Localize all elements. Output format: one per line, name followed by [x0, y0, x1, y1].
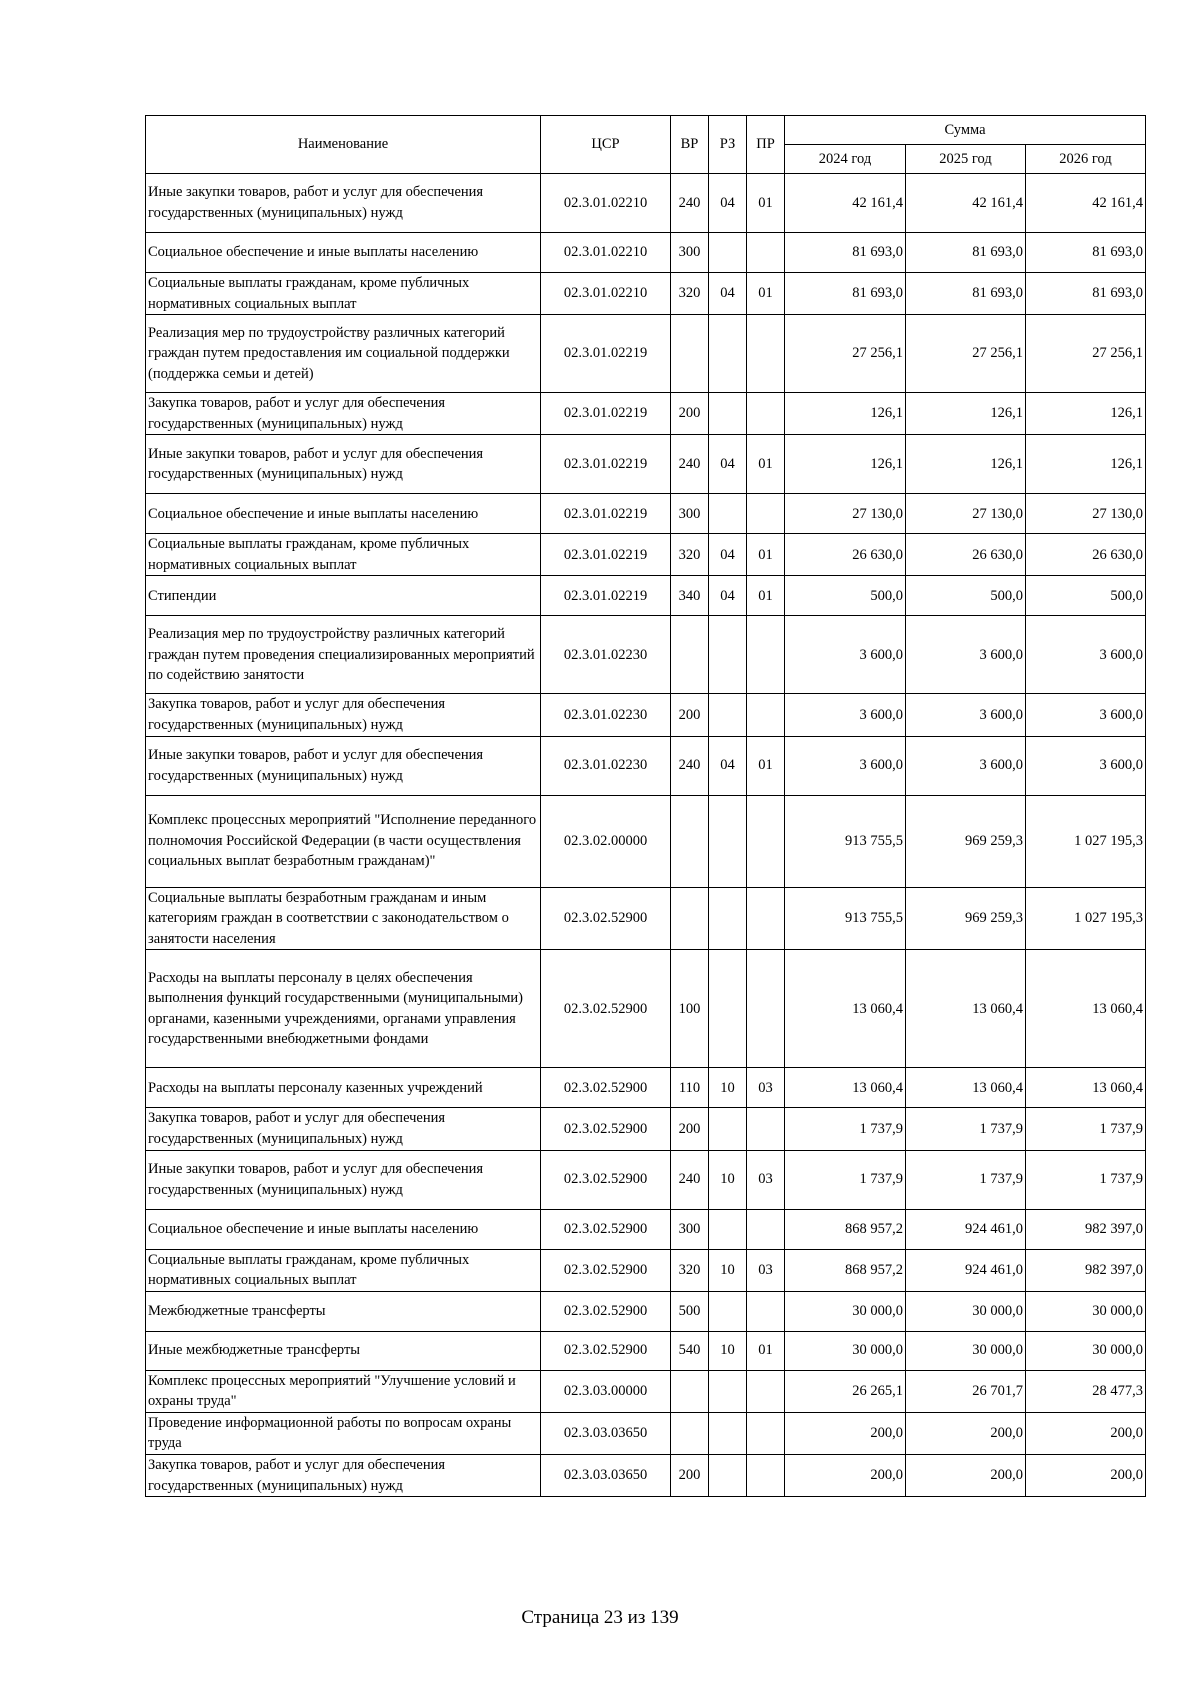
header-vr: ВР [671, 116, 709, 174]
cell-rz [709, 1291, 747, 1331]
cell-pr [747, 1108, 785, 1150]
cell-sum-2025: 27 256,1 [906, 315, 1026, 393]
cell-name: Закупка товаров, работ и услуг для обеспечения государственных (муниципальных) нужд [146, 1108, 541, 1150]
cell-csr: 02.3.01.02219 [541, 315, 671, 393]
cell-sum-2025: 200,0 [906, 1412, 1026, 1454]
cell-sum-2026: 200,0 [1026, 1454, 1146, 1496]
cell-sum-2026: 1 737,9 [1026, 1108, 1146, 1150]
cell-pr: 01 [747, 435, 785, 494]
cell-sum-2026: 3 600,0 [1026, 736, 1146, 795]
cell-name: Закупка товаров, работ и услуг для обеспечения государственных (муниципальных) нужд [146, 694, 541, 736]
cell-vr: 200 [671, 1108, 709, 1150]
table-row [146, 616, 1146, 694]
cell-csr: 02.3.02.52900 [541, 1150, 671, 1209]
cell-vr: 110 [671, 1068, 709, 1108]
cell-sum-2024: 13 060,4 [785, 1068, 906, 1108]
table-row [146, 494, 1146, 534]
cell-pr [747, 1412, 785, 1454]
cell-vr [671, 1370, 709, 1412]
cell-rz [709, 494, 747, 534]
cell-csr: 02.3.01.02219 [541, 534, 671, 576]
cell-pr: 01 [747, 736, 785, 795]
cell-csr: 02.3.01.02230 [541, 694, 671, 736]
cell-sum-2024: 913 755,5 [785, 887, 906, 950]
cell-sum-2026: 26 630,0 [1026, 534, 1146, 576]
cell-sum-2026: 28 477,3 [1026, 1370, 1146, 1412]
cell-vr [671, 616, 709, 694]
cell-rz: 10 [709, 1249, 747, 1291]
table-row [146, 1108, 1146, 1150]
cell-csr: 02.3.02.52900 [541, 950, 671, 1068]
cell-sum-2024: 500,0 [785, 576, 906, 616]
cell-sum-2025: 500,0 [906, 576, 1026, 616]
cell-sum-2024: 26 265,1 [785, 1370, 906, 1412]
cell-sum-2025: 3 600,0 [906, 694, 1026, 736]
cell-name: Иные закупки товаров, работ и услуг для обеспечения государственных (муниципальных) нужд [146, 174, 541, 233]
cell-sum-2024: 868 957,2 [785, 1249, 906, 1291]
cell-rz: 04 [709, 736, 747, 795]
cell-sum-2026: 27 130,0 [1026, 494, 1146, 534]
cell-sum-2026: 13 060,4 [1026, 950, 1146, 1068]
table-row [146, 694, 1146, 736]
cell-sum-2024: 126,1 [785, 435, 906, 494]
cell-sum-2026: 30 000,0 [1026, 1291, 1146, 1331]
cell-sum-2026: 3 600,0 [1026, 616, 1146, 694]
header-year-2024: 2024 год [785, 145, 906, 174]
cell-csr: 02.3.01.02230 [541, 736, 671, 795]
cell-csr: 02.3.01.02219 [541, 435, 671, 494]
cell-vr: 240 [671, 1150, 709, 1209]
cell-csr: 02.3.02.52900 [541, 1209, 671, 1249]
cell-csr: 02.3.02.52900 [541, 1068, 671, 1108]
cell-name: Стипендии [146, 576, 541, 616]
cell-csr: 02.3.03.00000 [541, 1370, 671, 1412]
table-row [146, 1412, 1146, 1454]
header-sum: Сумма [785, 116, 1146, 145]
table-row [146, 534, 1146, 576]
cell-sum-2026: 81 693,0 [1026, 233, 1146, 273]
cell-rz [709, 1454, 747, 1496]
cell-sum-2025: 42 161,4 [906, 174, 1026, 233]
cell-pr [747, 1209, 785, 1249]
cell-sum-2024: 3 600,0 [785, 616, 906, 694]
cell-pr: 03 [747, 1249, 785, 1291]
table-row [146, 1291, 1146, 1331]
table-header [146, 116, 1146, 174]
cell-sum-2024: 42 161,4 [785, 174, 906, 233]
header-csr: ЦСР [541, 116, 671, 174]
cell-sum-2024: 126,1 [785, 393, 906, 435]
cell-vr: 540 [671, 1331, 709, 1370]
cell-sum-2025: 1 737,9 [906, 1150, 1026, 1209]
table-row [146, 273, 1146, 315]
cell-rz [709, 233, 747, 273]
table-row [146, 1370, 1146, 1412]
cell-vr: 240 [671, 174, 709, 233]
cell-name: Закупка товаров, работ и услуг для обеспечения государственных (муниципальных) нужд [146, 1454, 541, 1496]
cell-sum-2024: 868 957,2 [785, 1209, 906, 1249]
cell-csr: 02.3.03.03650 [541, 1454, 671, 1496]
cell-sum-2025: 30 000,0 [906, 1291, 1026, 1331]
cell-vr: 300 [671, 1209, 709, 1249]
cell-sum-2026: 126,1 [1026, 435, 1146, 494]
cell-name: Иные закупки товаров, работ и услуг для обеспечения государственных (муниципальных) нужд [146, 736, 541, 795]
cell-pr: 01 [747, 1331, 785, 1370]
cell-rz [709, 795, 747, 887]
cell-pr: 03 [747, 1150, 785, 1209]
cell-pr [747, 887, 785, 950]
cell-csr: 02.3.01.02219 [541, 393, 671, 435]
cell-sum-2024: 13 060,4 [785, 950, 906, 1068]
table-row [146, 315, 1146, 393]
cell-vr [671, 315, 709, 393]
cell-name: Социальные выплаты гражданам, кроме публичных нормативных социальных выплат [146, 273, 541, 315]
cell-name: Реализация мер по трудоустройству различных категорий граждан путем проведения специализированных мероприятий по содействию занятости [146, 616, 541, 694]
cell-rz [709, 393, 747, 435]
cell-vr: 300 [671, 494, 709, 534]
cell-rz: 04 [709, 273, 747, 315]
cell-sum-2025: 126,1 [906, 435, 1026, 494]
cell-csr: 02.3.01.02219 [541, 494, 671, 534]
cell-name: Социальные выплаты гражданам, кроме публичных нормативных социальных выплат [146, 1249, 541, 1291]
cell-sum-2024: 3 600,0 [785, 736, 906, 795]
cell-sum-2026: 42 161,4 [1026, 174, 1146, 233]
cell-vr: 320 [671, 1249, 709, 1291]
cell-name: Социальное обеспечение и иные выплаты населению [146, 1209, 541, 1249]
cell-sum-2025: 26 701,7 [906, 1370, 1026, 1412]
cell-pr [747, 795, 785, 887]
cell-sum-2024: 27 130,0 [785, 494, 906, 534]
cell-pr [747, 950, 785, 1068]
cell-rz: 04 [709, 534, 747, 576]
cell-sum-2024: 81 693,0 [785, 273, 906, 315]
cell-vr: 200 [671, 1454, 709, 1496]
cell-vr: 200 [671, 393, 709, 435]
cell-csr: 02.3.01.02210 [541, 273, 671, 315]
table-row [146, 1150, 1146, 1209]
cell-sum-2026: 81 693,0 [1026, 273, 1146, 315]
cell-sum-2025: 81 693,0 [906, 233, 1026, 273]
table-row [146, 174, 1146, 233]
cell-sum-2025: 1 737,9 [906, 1108, 1026, 1150]
cell-vr: 100 [671, 950, 709, 1068]
cell-name: Реализация мер по трудоустройству различных категорий граждан путем предоставления им социальной поддержки (поддержка семьи и детей) [146, 315, 541, 393]
cell-pr [747, 233, 785, 273]
cell-sum-2025: 3 600,0 [906, 616, 1026, 694]
cell-csr: 02.3.02.52900 [541, 887, 671, 950]
cell-sum-2026: 30 000,0 [1026, 1331, 1146, 1370]
cell-vr: 340 [671, 576, 709, 616]
table-row [146, 887, 1146, 950]
cell-csr: 02.3.01.02210 [541, 233, 671, 273]
cell-sum-2025: 126,1 [906, 393, 1026, 435]
cell-pr: 01 [747, 534, 785, 576]
cell-sum-2026: 500,0 [1026, 576, 1146, 616]
cell-sum-2025: 13 060,4 [906, 950, 1026, 1068]
cell-vr: 240 [671, 435, 709, 494]
cell-sum-2025: 81 693,0 [906, 273, 1026, 315]
cell-vr: 500 [671, 1291, 709, 1331]
cell-name: Проведение информационной работы по вопросам охраны труда [146, 1412, 541, 1454]
cell-vr [671, 887, 709, 950]
cell-vr: 300 [671, 233, 709, 273]
header-pr: ПР [747, 116, 785, 174]
cell-sum-2024: 200,0 [785, 1412, 906, 1454]
page-number: Страница 23 из 139 [521, 1607, 679, 1628]
cell-rz [709, 1412, 747, 1454]
cell-sum-2026: 200,0 [1026, 1412, 1146, 1454]
table-row [146, 1209, 1146, 1249]
cell-name: Иные межбюджетные трансферты [146, 1331, 541, 1370]
cell-sum-2026: 126,1 [1026, 393, 1146, 435]
table-row [146, 736, 1146, 795]
cell-name: Социальные выплаты безработным гражданам и иным категориям граждан в соответствии с законодательством о занятости населения [146, 887, 541, 950]
cell-csr: 02.3.02.52900 [541, 1249, 671, 1291]
cell-sum-2024: 26 630,0 [785, 534, 906, 576]
cell-name: Социальное обеспечение и иные выплаты населению [146, 233, 541, 273]
cell-sum-2026: 982 397,0 [1026, 1249, 1146, 1291]
table-row [146, 393, 1146, 435]
cell-sum-2025: 13 060,4 [906, 1068, 1026, 1108]
cell-rz: 10 [709, 1331, 747, 1370]
cell-pr [747, 1454, 785, 1496]
cell-csr: 02.3.02.52900 [541, 1291, 671, 1331]
cell-name: Комплекс процессных мероприятий "Улучшение условий и охраны труда" [146, 1370, 541, 1412]
cell-sum-2025: 924 461,0 [906, 1209, 1026, 1249]
cell-sum-2026: 1 027 195,3 [1026, 795, 1146, 887]
cell-sum-2024: 1 737,9 [785, 1108, 906, 1150]
cell-pr [747, 694, 785, 736]
header-rz: РЗ [709, 116, 747, 174]
cell-pr: 01 [747, 576, 785, 616]
cell-rz [709, 616, 747, 694]
table-row [146, 950, 1146, 1068]
cell-rz [709, 1209, 747, 1249]
cell-pr [747, 393, 785, 435]
cell-sum-2024: 3 600,0 [785, 694, 906, 736]
cell-name: Социальное обеспечение и иные выплаты населению [146, 494, 541, 534]
cell-sum-2024: 913 755,5 [785, 795, 906, 887]
cell-csr: 02.3.02.52900 [541, 1108, 671, 1150]
header-year-2025: 2025 год [906, 145, 1026, 174]
table-row [146, 435, 1146, 494]
cell-sum-2025: 200,0 [906, 1454, 1026, 1496]
cell-pr: 01 [747, 273, 785, 315]
cell-sum-2026: 1 027 195,3 [1026, 887, 1146, 950]
cell-sum-2025: 30 000,0 [906, 1331, 1026, 1370]
cell-name: Иные закупки товаров, работ и услуг для обеспечения государственных (муниципальных) нужд [146, 1150, 541, 1209]
cell-vr: 320 [671, 534, 709, 576]
cell-sum-2024: 27 256,1 [785, 315, 906, 393]
table-row [146, 233, 1146, 273]
cell-csr: 02.3.03.03650 [541, 1412, 671, 1454]
cell-sum-2024: 30 000,0 [785, 1331, 906, 1370]
cell-name: Расходы на выплаты персоналу в целях обеспечения выполнения функций государственными (муниципальными) органами, казенными учреждениями, органами управления государственными внебюджетными фондами [146, 950, 541, 1068]
cell-rz: 04 [709, 435, 747, 494]
cell-rz: 04 [709, 576, 747, 616]
cell-sum-2025: 969 259,3 [906, 795, 1026, 887]
cell-sum-2026: 982 397,0 [1026, 1209, 1146, 1249]
cell-sum-2024: 200,0 [785, 1454, 906, 1496]
cell-csr: 02.3.01.02210 [541, 174, 671, 233]
budget-table [145, 115, 1146, 1497]
cell-sum-2026: 13 060,4 [1026, 1068, 1146, 1108]
cell-name: Социальные выплаты гражданам, кроме публичных нормативных социальных выплат [146, 534, 541, 576]
table-body [146, 174, 1146, 1497]
cell-pr [747, 315, 785, 393]
cell-vr [671, 1412, 709, 1454]
table-row [146, 1068, 1146, 1108]
cell-pr: 01 [747, 174, 785, 233]
cell-rz [709, 1108, 747, 1150]
cell-rz [709, 887, 747, 950]
cell-sum-2026: 3 600,0 [1026, 694, 1146, 736]
cell-name: Межбюджетные трансферты [146, 1291, 541, 1331]
cell-sum-2025: 924 461,0 [906, 1249, 1026, 1291]
cell-sum-2024: 1 737,9 [785, 1150, 906, 1209]
cell-pr [747, 616, 785, 694]
header-name: Наименование [146, 116, 541, 174]
cell-rz [709, 1370, 747, 1412]
cell-vr: 240 [671, 736, 709, 795]
cell-csr: 02.3.02.52900 [541, 1331, 671, 1370]
cell-rz: 10 [709, 1150, 747, 1209]
cell-vr: 320 [671, 273, 709, 315]
cell-vr: 200 [671, 694, 709, 736]
cell-sum-2025: 27 130,0 [906, 494, 1026, 534]
table-row [146, 576, 1146, 616]
cell-rz: 10 [709, 1068, 747, 1108]
cell-name: Комплекс процессных мероприятий "Исполнение переданного полномочия Российской Федерации (в части осуществления социальных выплат безработным гражданам)" [146, 795, 541, 887]
cell-rz: 04 [709, 174, 747, 233]
cell-sum-2024: 81 693,0 [785, 233, 906, 273]
cell-pr [747, 1291, 785, 1331]
cell-name: Иные закупки товаров, работ и услуг для обеспечения государственных (муниципальных) нужд [146, 435, 541, 494]
cell-pr: 03 [747, 1068, 785, 1108]
cell-sum-2026: 27 256,1 [1026, 315, 1146, 393]
table-row [146, 1454, 1146, 1496]
cell-sum-2025: 26 630,0 [906, 534, 1026, 576]
table-row [146, 795, 1146, 887]
cell-name: Расходы на выплаты персоналу казенных учреждений [146, 1068, 541, 1108]
cell-csr: 02.3.02.00000 [541, 795, 671, 887]
cell-sum-2026: 1 737,9 [1026, 1150, 1146, 1209]
cell-pr [747, 1370, 785, 1412]
cell-csr: 02.3.01.02219 [541, 576, 671, 616]
table-row [146, 1249, 1146, 1291]
table-row [146, 1331, 1146, 1370]
cell-sum-2025: 3 600,0 [906, 736, 1026, 795]
cell-csr: 02.3.01.02230 [541, 616, 671, 694]
cell-rz [709, 694, 747, 736]
cell-rz [709, 950, 747, 1068]
cell-sum-2024: 30 000,0 [785, 1291, 906, 1331]
header-year-2026: 2026 год [1026, 145, 1146, 174]
cell-vr [671, 795, 709, 887]
cell-sum-2025: 969 259,3 [906, 887, 1026, 950]
cell-name: Закупка товаров, работ и услуг для обеспечения государственных (муниципальных) нужд [146, 393, 541, 435]
cell-rz [709, 315, 747, 393]
cell-pr [747, 494, 785, 534]
